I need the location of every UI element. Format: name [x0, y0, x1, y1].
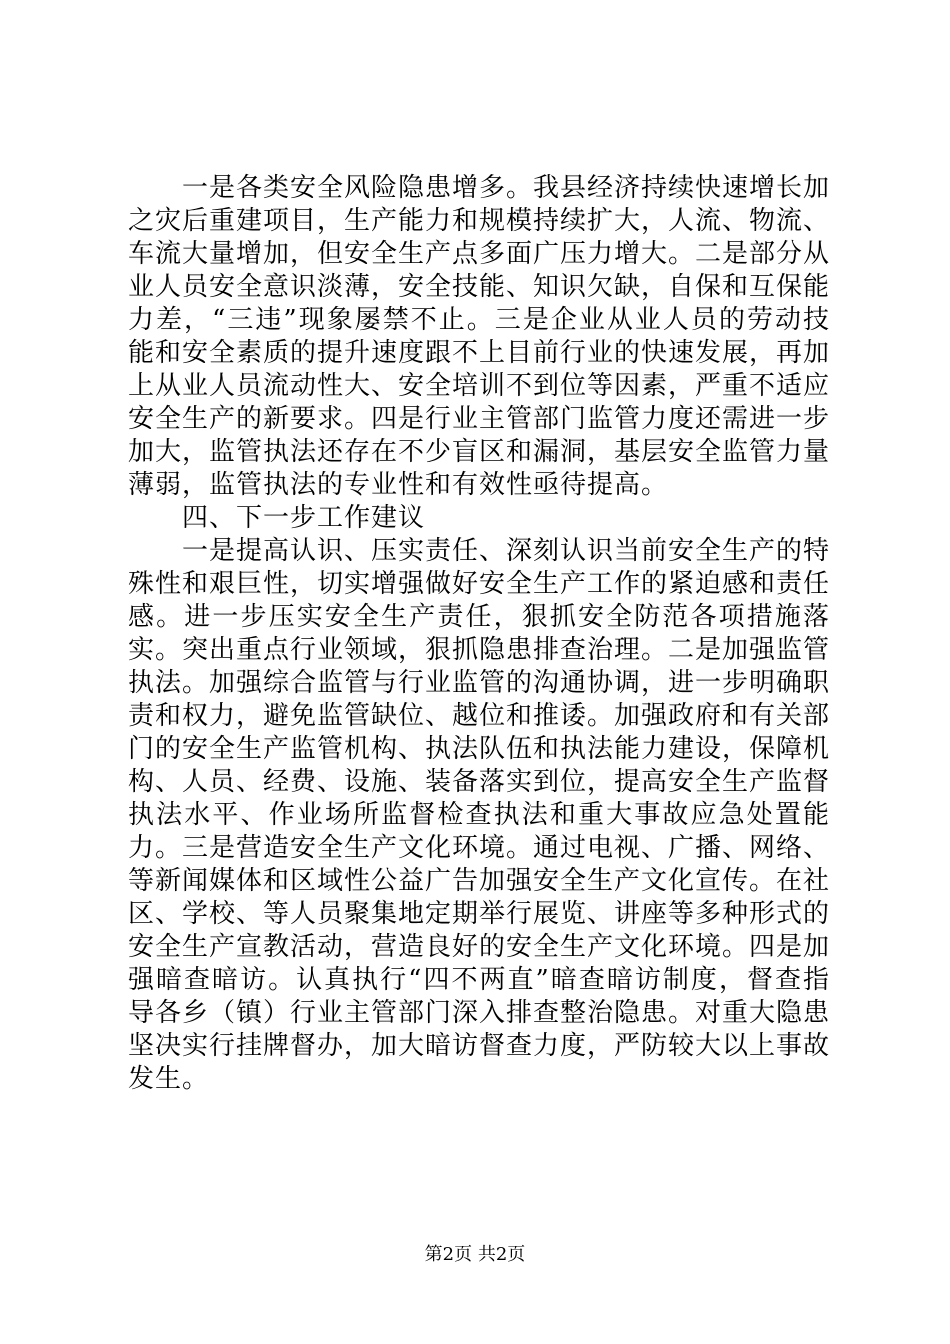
paragraph-suggestions: 一是提高认识、压实责任、深刻认识当前安全生产的特殊性和艰巨性，切实增强做好安全生产工作的紧迫感和责任感。进一步压实安全生产责任，狠抓安全防范各项措施落实。突出重点行业领域，狠抓隐患排查治理。二是加强监管执法。加强综合监管与行业监管的沟通协调，进一步明确职责和权力，避免监管缺位、越位和推诿。加强政府和有关部门的安全生产监管机构、执法队伍和执法能力建设，保障机构、人员、经费、设施、装备落实到位，提高安全生产监督执法水平、作业场所监督检查执法和重大事故应急处置能力。三是营造安全生产文化环境。通过电视、广播、网络、等新闻媒体和区域性公益广告加强安全生产文化宣传。在社区、学校、等人员聚集地定期举行展览、讲座等多种形式的安全生产宣教活动，营造良好的安全生产文化环境。四是加强暗查暗访。认真执行“四不两直”暗查暗访制度，督查指导各乡（镇）行业主管部门深入排查整治隐患。对重大隐患坚决实行挂牌督办，加大暗访督查力度，严防较大以上事故发生。 — [128, 536, 831, 1094]
section-heading: 四、下一步工作建议 — [182, 503, 426, 533]
page-footer: 第2页 共2页 — [424, 1244, 526, 1265]
document-body — [128, 172, 830, 1096]
paragraph-risks: 一是各类安全风险隐患增多。我县经济持续快速增长加之灾后重建项目，生产能力和规模持续扩大，人流、物流、车流大量增加，但安全生产点多面广压力增大。二是部分从业人员安全意识淡薄，安全技能、知识欠缺，自保和互保能力差，“三违”现象屡禁不止。三是企业从业人员的劳动技能和安全素质的提升速度跟不上目前行业的快速发展，再加上从业人员流动性大、安全培训不到位等因素，严重不适应安全生产的新要求。四是行业主管部门监管力度还需进一步加大，监管执法还存在不少盲区和漏洞，基层安全监管力量薄弱，监管执法的专业性和有效性亟待提高。 — [128, 173, 831, 500]
